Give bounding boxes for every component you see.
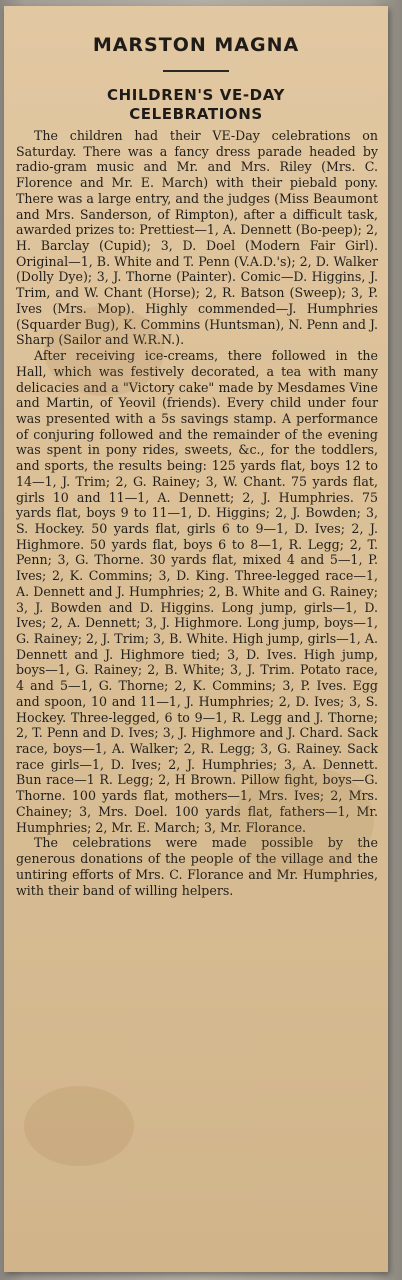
paragraph-parade: The children had their VE-Day celebrations on Saturday. There was a fancy dress parade headed by radio-gram music and Mr. and Mrs. Riley (Mrs. C. Florence and Mr. E. March) with their piebald pony. There was a large entry, and the judges (Miss Beaumont and Mrs. Sanderson, of Rimpton), after a difficult task, awarded prizes to: Prettiest—1, A. Dennett (Bo-peep); 2, H. Barclay (Cupid); 3, D. Doel (Modern Fair Girl). Original—1, B. White and T. Penn (V.A.D.'s); 2, D. Walker (Dolly Dye); 3, J. Thorne (Painter). Comic—D. Higgins, J. Trim, and W. Chant (Horse); 2, R. Batson (Sweep); 3, P. Ives (Mrs. Mop). Highly commended—J. Humphries (Squarder Bug), K. Commins (Huntsman), N. Penn and J. Sharp (Sailor and W.R.N.). — [16, 128, 378, 348]
article-body — [4, 128, 388, 898]
paper-stain — [24, 1086, 134, 1166]
newspaper-clipping — [4, 6, 388, 1272]
village-heading: MARSTON MAGNA — [92, 34, 300, 56]
heading-rule — [163, 70, 229, 72]
headline — [14, 86, 378, 124]
headline-line-1: CHILDREN'S VE-DAY — [107, 86, 285, 104]
paragraph-tea-and-sports: After receiving ice-creams, there followed in the Hall, which was festively decorated, a tea with many delicacies and a "Victory cake" made by Mesdames Vine and Martin, of Yeovil (friends). Every child under four was presented with a 5s savings stamp. A performance of conjuring followed and the remainder of the evening was spent in pony rides, sweets, &c., for the toddlers, and sports, the results being: 125 yards flat, boys 12 to 14—1, J. Trim; 2, G. Rainey; 3, W. Chant. 75 yards flat, girls 10 and 11—1, A. Dennett; 2, J. Humphries. 75 yards flat, boys 9 to 11—1, D. Higgins; 2, J. Bowden; 3, S. Hockey. 50 yards flat, girls 6 to 9—1, D. Ives; 2, J. Highmore. 50 yards flat, boys 6 to 8—1, R. Legg; 2, T. Penn; 3, G. Thorne. 30 yards flat, mixed 4 and 5—1, P. Ives; 2, K. Commins; 3, D. King. Three-legged race—1, A. Dennett and J. Humphries; 2, B. White and G. Rainey; 3, J. Bowden and D. Higgins. Long jump, girls—1, D. Ives; 2, A. Dennett; 3, J. Highmore. Long jump, boys—1, G. Rainey; 2, J. Trim; 3, B. White. High jump, girls—1, A. Dennett and J. Highmore tied; 3, D. Ives. High jump, boys—1, G. Rainey; 2, B. White; 3, J. Trim. Potato race, 4 and 5—1, G. Thorne; 2, K. Commins; 3, P. Ives. Egg and spoon, 10 and 11—1, J. Humphries; 2, D. Ives; 3, S. Hockey. Three-legged, 6 to 9—1, R. Legg and J. Thorne; 2, T. Penn and D. Ives; 3, J. Highmore and J. Chard. Sack race, boys—1, A. Walker; 2, R. Legg; 3, G. Rainey. Sack race girls—1, D. Ives; 2, J. Humphries; 3, A. Dennett. Bun race—1 R. Legg; 2, H Brown. Pillow fight, boys—G. Thorne. 100 yards flat, mothers—1, Mrs. Ives; 2, Mrs. Chainey; 3, Mrs. Doel. 100 yards flat, fathers—1, Mr. Humphries; 2, Mr. E. March; 3, Mr. Florance. — [16, 348, 378, 835]
headline-line-2: CELEBRATIONS — [129, 105, 263, 123]
paragraph-thanks: The celebrations were made possible by the generous donations of the people of the village and the untiring efforts of Mrs. C. Florance and Mr. Humphries, with their band of willing helpers. — [16, 835, 378, 898]
